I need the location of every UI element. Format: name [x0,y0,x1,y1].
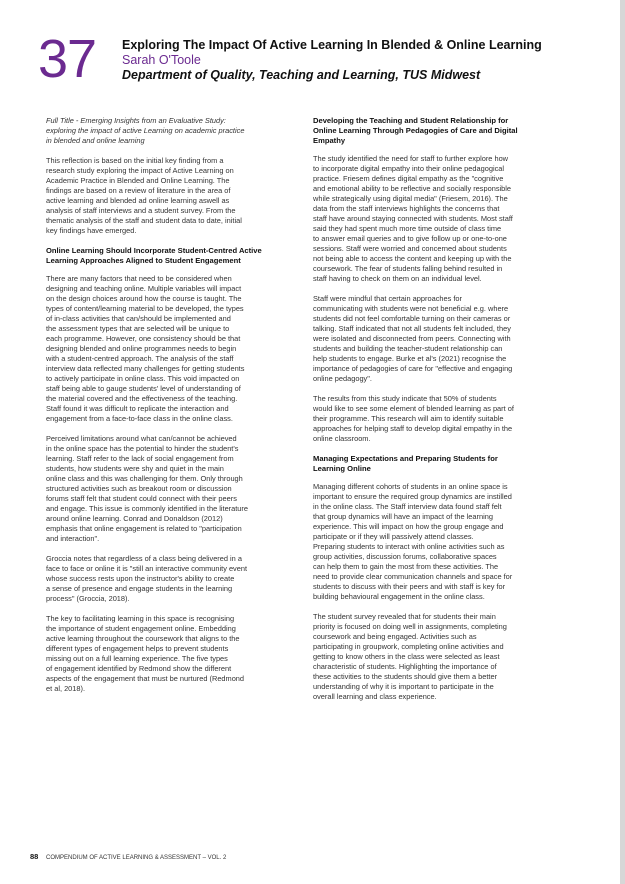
section-heading: Online Learning Should Incorporate Student-Centred Active Learning Approaches Aligned to Student Engagement [46,246,262,265]
paragraph: There are many factors that need to be considered when designing and teaching online. Multiple variables will impact on the design choices around how the course is taught. The types of content/learning material to be developed, the types of in-class activities that can/should be implemented and the assessment types that are selected will be unique to each programme. However, one consistency should be that designing blended and online programmes needs to begin with a student-centred approach. The analysis of the staff interview data reflected many challenges for getting students to actively participate in online class. This void impacted on staff being able to gauge students' level of understanding of the material covered and the effectiveness of the teaching. Staff found it was difficult to replicate the interaction and engagement from a face-to-face class in the online class. [46,274,245,423]
page-footer [30,852,226,861]
author-name: Sarah O'Toole [122,53,201,67]
left-column [46,116,296,704]
paragraph: The student survey revealed that for students their main priority is focused on doing well in assignments, completing coursework and being engaged. Activities such as participating in groupwork, completing online activities and getting to know others in the class were selected as least characteristic of students. Highlighting the importance of these activities to the students should give them a better understanding of why it is important to participate in the overall learning and class experience. [313,612,507,701]
paragraph: The key to facilitating learning in this space is recognising the importance of student engagement online. Embedding active learning throughout the coursework that aligns to the different types of engagement helps to prevent students missing out on a full learning experience. The five types of engagement identified by Redmond show the different aspects of the engagement that must be nurtured (Redmond et al, 2018). [46,614,245,693]
footer-text: COMPENDIUM OF ACTIVE LEARNING & ASSESSMENT – VOL. 2 [46,855,227,861]
paragraph: The results from this study indicate that 50% of students would like to see some element of blended learning as part of their programme. This research will aim to identify suitable approaches for helping staff to develop digital empathy in the online classroom. [313,394,514,443]
section-heading: Managing Expectations and Preparing Students for Learning Online [313,454,498,473]
paragraph: The study identified the need for staff to further explore how to incorporate digital empathy into their online pedagogical practice. Friesem defines digital empathy as the "cognitive and emotional ability to be reflective and socially responsible while strategically using digital media" (Friesem, 2016). The data from the staff interviews highlights the concerns that staff have around staying connected with students. Most staff said they had spent much more time outside of class time to answer email queries and to give follow up or one-to-one sessions. Staff were worried and concerned about students not being able to access the content and keeping up with the coursework. The fear of students falling behind resulted in staff having to check on them on an individual level. [313,154,513,283]
paragraph: Perceived limitations around what can/cannot be achieved in the online space has the potential to hinder the student's learning. Staff refer to the lack of social engagement from students, how students were shy and quiet in the main online class and this was challenging for them. Only through structured activities such as breakout room or discussion forums staff felt that student could connect with their peers and engage. This issue is commonly identified in the literature around online learning. Conrad and Donaldson (2012) emphasis that online engagement is related to "participation and interaction". [46,434,248,543]
paragraph: Managing different cohorts of students in an online space is important to ensure the required group dynamics are instilled in the online class. The Staff interview data found staff felt that group dynamics will have an impact of the learning experience. This will impact on how the group engage and participate or if they will passively attend classes. Preparing students to interact with online activities such as group activities, discussion forums, collaborative spaces can help them to gain the most from these activities. The need to provide clear communication channels and space for students to discuss with their peers and with staff is key for building behavioural engagement in the online class. [313,482,513,601]
paragraph: Staff were mindful that certain approaches for communicating with students were not beneficial e.g. where students did not feel comfortable turning on their cameras or talking. Staff indicated that not all students felt included, they were isolated and disconnected from peers. Connecting with students and building the teacher-student relationship can help students to engage. Burke et al's (2021) recognise the importance of pedagogies of care for "effective and engaging online pedagogy". [313,294,513,383]
section-heading: Developing the Teaching and Student Relationship for Online Learning Through Pedagogies of Care and Digital Empathy [313,116,518,145]
page-number: 88 [30,852,39,861]
department-name: Department of Quality, Teaching and Learning, TUS Midwest [122,68,481,82]
paragraph: This reflection is based on the initial key finding from a research study exploring the impact of Active Learning on Academic Practice in Blended and Online Learning. The findings are based on a review of literature in the area of active learning and blended ad online learning aswell as analysis of staff interviews and a student survey. From the thematic analysis of the staff and student data to date, initial key findings have emerged. [46,156,242,235]
right-column [313,116,563,712]
chapter-title: Exploring The Impact Of Active Learning In Blended & Online Learning [122,38,542,52]
full-title-note: Full Title - Emerging Insights from an Evaluative Study: exploring the impact of active Learning on academic practice in blended and online learning [46,116,245,145]
page-edge-divider [620,0,625,884]
chapter-number: 37 [38,29,97,89]
paragraph: Groccia notes that regardless of a class being delivered in a face to face or online it is "still an interactive community event whose success rests upon the instructor's ability to create a sense of presence and engage students in the learning process" (Groccia, 2018). [46,554,248,603]
